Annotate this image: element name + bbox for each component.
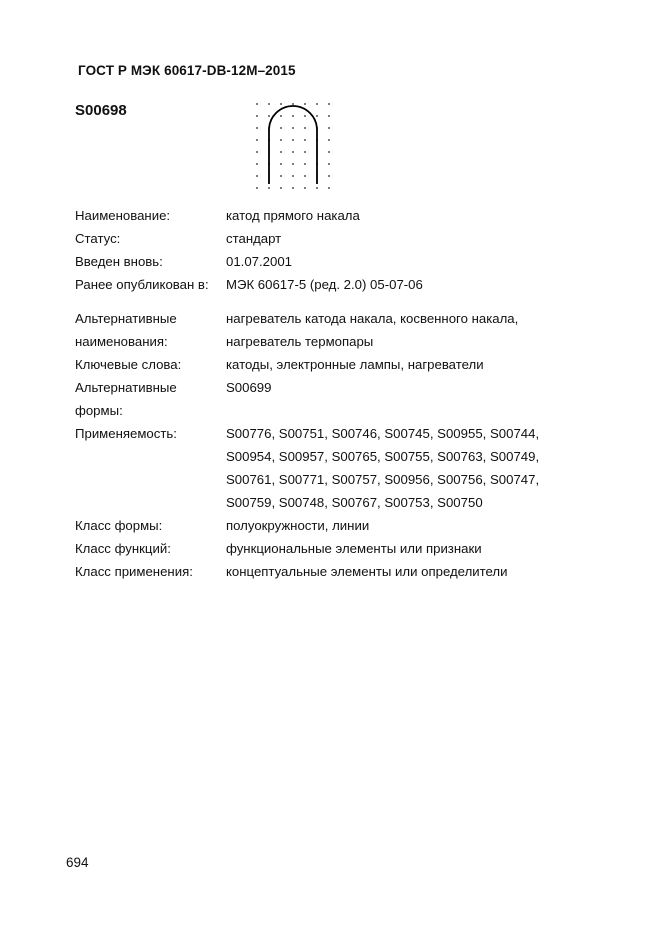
property-value: полуокружности, линии <box>226 518 370 533</box>
property-value: катоды, электронные лампы, нагреватели <box>226 357 484 372</box>
property-label: Применяемость: <box>75 426 177 441</box>
grid-dot <box>304 175 306 177</box>
label-line: формы: <box>75 403 123 418</box>
grid-dot <box>304 163 306 165</box>
grid-dot <box>256 115 258 117</box>
grid-dot <box>256 139 258 141</box>
grid-dot <box>256 187 258 189</box>
value-line: S00776, S00751, S00746, S00745, S00955, S00744, <box>226 426 540 441</box>
grid-dot <box>292 139 294 141</box>
label-line: Альтернативные <box>75 311 177 326</box>
property-published <box>75 273 595 296</box>
grid-dot <box>280 151 282 153</box>
property-value <box>226 422 595 514</box>
property-label: Класс применения: <box>75 564 193 579</box>
grid-dot <box>292 103 294 105</box>
grid-dot <box>304 187 306 189</box>
cathode-arc <box>269 106 317 184</box>
value-line: нагреватель термопары <box>226 334 374 349</box>
grid-dot <box>256 151 258 153</box>
property-value: стандарт <box>226 231 282 246</box>
property-value: катод прямого накала <box>226 208 360 223</box>
property-applicability <box>75 422 595 514</box>
grid-dot <box>328 139 330 141</box>
property-label: Введен вновь: <box>75 254 163 269</box>
grid-dot <box>316 115 318 117</box>
grid-dot <box>256 127 258 129</box>
property-value: функциональные элементы или признаки <box>226 541 482 556</box>
property-keywords <box>75 353 595 376</box>
grid-dot <box>328 103 330 105</box>
directly-heated-cathode-symbol-icon <box>252 100 334 192</box>
label-line: наименования: <box>75 334 168 349</box>
property-status <box>75 227 595 250</box>
grid-dot <box>328 187 330 189</box>
grid-dot <box>268 115 270 117</box>
value-line: S00954, S00957, S00765, S00755, S00763, S00749, <box>226 449 540 464</box>
grid-dot <box>256 103 258 105</box>
property-application-class <box>75 560 595 583</box>
dot-grid <box>256 103 330 189</box>
property-introduced <box>75 250 595 273</box>
grid-dot <box>280 127 282 129</box>
grid-dot <box>292 163 294 165</box>
grid-dot <box>304 139 306 141</box>
grid-dot <box>304 151 306 153</box>
grid-dot <box>304 127 306 129</box>
property-function-class <box>75 537 595 560</box>
property-label <box>75 376 226 422</box>
property-value: МЭК 60617-5 (ред. 2.0) 05-07-06 <box>226 277 423 292</box>
grid-dot <box>280 115 282 117</box>
property-label: Класс функций: <box>75 541 171 556</box>
value-line: нагреватель катода накала, косвенного накала, <box>226 311 519 326</box>
property-label: Класс формы: <box>75 518 163 533</box>
property-label: Статус: <box>75 231 121 246</box>
grid-dot <box>280 139 282 141</box>
property-alt-forms <box>75 376 595 422</box>
property-name <box>75 204 595 227</box>
grid-dot <box>328 151 330 153</box>
grid-dot <box>256 175 258 177</box>
property-label: Наименование: <box>75 208 171 223</box>
grid-dot <box>292 175 294 177</box>
grid-dot <box>292 115 294 117</box>
grid-dot <box>316 103 318 105</box>
grid-dot <box>304 115 306 117</box>
grid-dot <box>292 151 294 153</box>
properties-list <box>75 204 595 583</box>
grid-dot <box>316 187 318 189</box>
grid-dot <box>256 163 258 165</box>
property-label <box>75 307 226 353</box>
grid-dot <box>292 187 294 189</box>
grid-dot <box>280 103 282 105</box>
label-line: Альтернативные <box>75 380 177 395</box>
grid-dot <box>268 103 270 105</box>
property-alt-names <box>75 307 595 353</box>
grid-dot <box>328 127 330 129</box>
property-value: S00699 <box>226 380 272 395</box>
property-form-class <box>75 514 595 537</box>
property-value: концептуальные элементы или определители <box>226 564 508 579</box>
grid-dot <box>328 115 330 117</box>
property-value: 01.07.2001 <box>226 254 293 269</box>
property-label: Ключевые слова: <box>75 357 182 372</box>
grid-dot <box>280 187 282 189</box>
symbol-id: S00698 <box>75 102 127 119</box>
grid-dot <box>328 175 330 177</box>
grid-dot <box>268 187 270 189</box>
grid-dot <box>304 103 306 105</box>
grid-dot <box>280 163 282 165</box>
property-label: Ранее опубликован в: <box>75 277 209 292</box>
value-line: S00759, S00748, S00767, S00753, S00750 <box>226 495 483 510</box>
document-header: ГОСТ Р МЭК 60617-DB-12M–2015 <box>78 63 296 78</box>
grid-dot <box>328 163 330 165</box>
page-number: 694 <box>66 855 89 870</box>
value-line: S00761, S00771, S00757, S00956, S00756, S00747, <box>226 472 540 487</box>
grid-dot <box>280 175 282 177</box>
property-value <box>226 307 595 353</box>
grid-dot <box>292 127 294 129</box>
